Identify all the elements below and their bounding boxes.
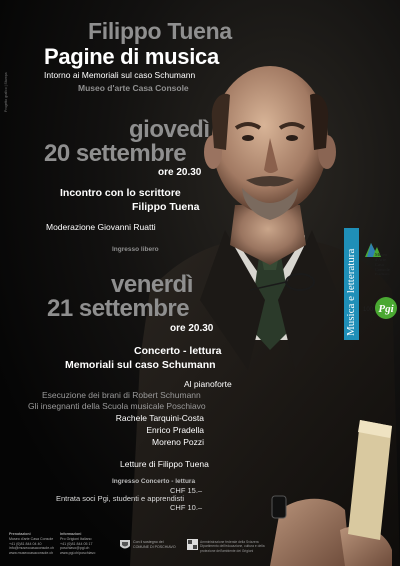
event2-readings: Letture di Filippo Tuena: [120, 459, 209, 469]
event2-teachers: Gli insegnanti della Scuola musicale Poschiavo: [28, 401, 206, 411]
side-credit: [4, 8, 12, 118]
event1-title-line1: Incontro con lo scrittore: [60, 187, 181, 199]
event1-title-line2: Filippo Tuena: [132, 201, 200, 213]
event1-date: 20 settembre: [44, 140, 187, 167]
event2-date: 21 settembre: [47, 295, 190, 322]
event2-program: Esecuzione dei brani di Robert Schumann: [42, 390, 201, 400]
ticket-price-reduced: CHF 10.–: [170, 503, 203, 512]
pgi-logo-icon: [362, 296, 398, 320]
event1-day: giovedì: [129, 116, 210, 143]
canton-emblem-icon: [187, 539, 198, 550]
ticket-members: Entrata soci Pgi, studenti e apprendisti: [56, 494, 184, 503]
event2-time: ore 20.30: [170, 323, 214, 334]
event2-piano-heading: Al pianoforte: [184, 379, 232, 389]
event1-entry: Ingresso libero: [112, 246, 159, 253]
footer-sponsor-canton: Amministrazione federale della Svizzera Dipartimento dell'educazione, cultura e della protezione dell'ambiente dei Grigioni: [200, 540, 265, 553]
event1-moderation: Moderazione Giovanni Ruatti: [46, 222, 156, 232]
event2-title-line1: Concerto - lettura: [134, 345, 222, 357]
ticket-label: Ingresso Concerto - lettura: [112, 478, 196, 485]
author-name: Filippo Tuena: [88, 18, 232, 44]
poster-title: Pagine di musica: [44, 44, 219, 69]
pgi-logo-text: Pgi: [378, 303, 394, 315]
comune-emblem-icon: [120, 540, 130, 551]
museum-logo-text: Museo d'Arte Casa Console Poschiavo: [375, 252, 390, 276]
event2-title-line2: Memoriali sul caso Schumann: [65, 359, 216, 371]
ticket-price-full: CHF 15.–: [170, 486, 203, 495]
performer-name: Rachele Tarquini-Costa: [115, 413, 204, 423]
event2-day: venerdì: [111, 271, 193, 298]
pgi-logo-small: 100: [363, 307, 374, 313]
event1-time: ore 20.30: [158, 167, 202, 178]
series-badge-text: Musica e letteratura: [345, 248, 357, 336]
footer-sponsor-comune: Con il sostegno del COMUNE DI POSCHIAVO: [133, 540, 176, 549]
venue-name: Museo d'arte Casa Console: [78, 83, 189, 93]
side-credit-text: Progetto grafico | Stampa: [4, 72, 8, 112]
performer-name: Enrico Pradella: [146, 425, 204, 435]
series-badge: [344, 228, 359, 340]
footer-booking: Prenotazioni Museo d'arte Casa Console +41 (0)81 844 04 40 info@museocasaconsole.ch www.museocasaconsole.ch: [9, 532, 55, 556]
poster-subtitle: Intorno ai Memoriali sul caso Schumann: [44, 70, 196, 80]
performer-name: Moreno Pozzi: [152, 437, 204, 447]
footer-info: Informazioni Pro Grigioni Italiano +41 (0)81 844 05 17 poschiavo@pgi.ch www.pgi.ch/poschiavo: [60, 532, 96, 556]
